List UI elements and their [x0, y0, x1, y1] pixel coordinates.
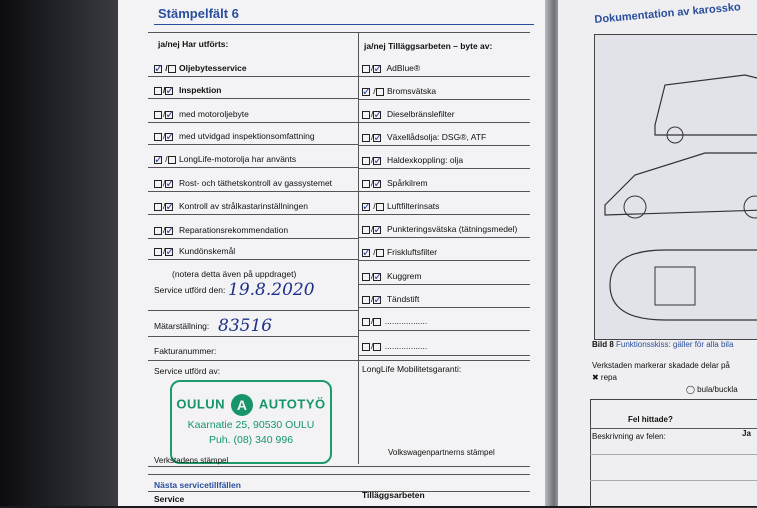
- extra-work-label: ..................: [384, 341, 428, 351]
- line: [358, 214, 530, 215]
- checkmark-icon: ✓: [373, 293, 383, 306]
- checkmark-icon: ✓: [165, 177, 175, 190]
- checkbox-yes[interactable]: [362, 273, 370, 281]
- service-item-label: med utvidgad inspektionsomfattning: [178, 130, 315, 141]
- line: [358, 260, 530, 261]
- longlife-label: LongLife Mobilitetsgaranti:: [362, 364, 462, 374]
- instruction-text: Verkstaden markerar skadade delar på: [592, 361, 730, 370]
- checkmark-icon: ✓: [165, 224, 175, 237]
- checkbox-no[interactable]: [373, 343, 381, 351]
- checkbox-no[interactable]: [376, 249, 384, 257]
- service-item: /✓ Kontroll av strålkastarinställningen: [154, 200, 360, 213]
- extra-work-item: ✓ / Luftfilterinsats: [362, 200, 440, 213]
- service-item-label: Oljebytesservice: [178, 62, 247, 73]
- checkbox-no[interactable]: [376, 88, 384, 96]
- found-yes: Ja: [742, 429, 751, 438]
- line: [358, 122, 530, 123]
- extra-work-label: Haldexkoppling: olja: [386, 154, 464, 165]
- checkbox-yes[interactable]: [154, 203, 162, 211]
- extra-work-item: /✓ Kuggrem: [362, 270, 532, 283]
- extra-work-label: Friskluftsfilter: [386, 246, 438, 257]
- line: [358, 76, 530, 77]
- figure-number: Bild 8: [592, 340, 614, 349]
- checkmark-icon: ✓: [373, 62, 383, 75]
- service-item: /✓ Kundönskemål: [154, 245, 360, 258]
- line: [590, 480, 757, 481]
- checkbox-yes[interactable]: [154, 87, 162, 95]
- checkmark-icon: ✓: [154, 153, 164, 166]
- line: [148, 336, 358, 337]
- line: [358, 168, 530, 169]
- service-item-label: Kundönskemål: [178, 245, 236, 256]
- figure-caption-text: Funktionsskiss: gäller för alla bila: [616, 340, 734, 349]
- checkbox-yes[interactable]: [362, 180, 370, 188]
- next-extra-label: Tilläggsarbeten: [362, 490, 425, 500]
- service-item-label: Inspektion: [178, 84, 222, 95]
- checkbox-no[interactable]: [168, 65, 176, 73]
- found-label: Fel hittade?: [628, 415, 673, 424]
- line: [148, 98, 358, 99]
- checkmark-icon: ✓: [165, 200, 175, 213]
- extra-work-item: /✓ Punkteringsvätska (tätningsmedel): [362, 223, 532, 236]
- service-record-page: [118, 0, 550, 506]
- service-date-handwritten: 19.8.2020: [228, 280, 315, 300]
- stamp-logo-icon: A: [231, 394, 253, 416]
- left-column-header: ja/nej Har utförts:: [158, 39, 229, 49]
- checkmark-icon: ✓: [362, 200, 372, 213]
- service-date-label: Service utförd den:: [154, 285, 226, 295]
- line: [148, 360, 530, 361]
- extra-work-label: Tändstift: [386, 293, 420, 304]
- extra-work-item: /✓ Tändstift: [362, 293, 532, 306]
- odometer-label: Mätarställning:: [154, 321, 210, 331]
- checkbox-yes[interactable]: [154, 111, 162, 119]
- service-item-label: med motoroljebyte: [178, 108, 249, 119]
- extra-work-label: Luftfilterinsats: [386, 200, 440, 211]
- line: [590, 428, 757, 429]
- stamp-name-right: AUTOTYÖ: [258, 396, 326, 412]
- page-title: Stämpelfält 6: [158, 6, 239, 21]
- line: [358, 307, 530, 308]
- extra-work-label: Växellådsolja: DSG®, ATF: [386, 131, 487, 142]
- checkmark-icon: ✓: [362, 246, 372, 259]
- line: [148, 474, 530, 475]
- body-damage-page: [558, 0, 757, 506]
- line: [148, 144, 358, 145]
- stamp-phone: Puh. (08) 340 996: [208, 434, 294, 446]
- service-item: /✓ Rost- och täthetskontroll av gassystemet: [154, 177, 360, 190]
- service-item: /✓ Inspektion: [154, 84, 360, 97]
- extra-work-item: / ..................: [362, 341, 532, 351]
- checkmark-icon: ✓: [165, 130, 175, 143]
- extra-work-label: Bromsvätska: [386, 85, 437, 96]
- workshop-stamp: [170, 380, 332, 464]
- stamp-address: Kaarnatie 25, 90530 OULU: [187, 419, 315, 431]
- extra-work-item: /✓ Växellådsolja: DSG®, ATF: [362, 131, 532, 144]
- next-service-title: Nästa servicetillfällen: [154, 480, 241, 490]
- checkbox-yes[interactable]: [362, 111, 370, 119]
- line: [358, 237, 530, 238]
- checkbox-no[interactable]: [376, 203, 384, 211]
- invoice-label: Fakturanummer:: [154, 346, 217, 356]
- description-label: Beskrivning av felen:: [592, 432, 666, 441]
- service-item: /✓ med motoroljebyte: [154, 108, 360, 121]
- checkbox-yes[interactable]: [362, 157, 370, 165]
- customer-note-text: (notera detta även på uppdraget): [172, 269, 297, 279]
- customer-note: [154, 269, 360, 279]
- checkmark-icon: ✓: [154, 62, 164, 75]
- workshop-stamp-label: Verkstadens stämpel: [154, 456, 229, 465]
- extra-work-item: /✓ AdBlue®: [362, 62, 532, 75]
- line: [148, 191, 358, 192]
- checkbox-yes[interactable]: [154, 248, 162, 256]
- service-item-label: LongLife-motorolja har använts: [178, 153, 297, 164]
- right-page-title: Dokumentation av karossko: [594, 1, 742, 26]
- mark-repair: ✖ repa: [592, 373, 617, 382]
- checkmark-icon: ✓: [165, 84, 175, 97]
- checkbox-no[interactable]: [373, 318, 381, 326]
- service-item-label: Reparationsrekommendation: [178, 224, 289, 235]
- checkmark-icon: ✓: [373, 131, 383, 144]
- extra-work-item: /✓ Spårkilrem: [362, 177, 532, 190]
- checkbox-yes[interactable]: [362, 318, 370, 326]
- checkbox-yes[interactable]: [154, 133, 162, 141]
- line: [590, 454, 757, 455]
- extra-work-item: /✓ Haldexkoppling: olja: [362, 154, 532, 167]
- car-sketch-frame: [594, 34, 757, 340]
- service-item-label: Rost- och täthetskontroll av gassystemet: [178, 177, 333, 188]
- checkbox-yes[interactable]: [362, 343, 370, 351]
- extra-work-label: Punkteringsvätska (tätningsmedel): [386, 223, 518, 234]
- checkbox-yes[interactable]: [362, 296, 370, 304]
- extra-work-item: ✓ / Friskluftsfilter: [362, 246, 438, 259]
- line: [148, 238, 358, 239]
- service-item: ✓ / LongLife-motorolja har använts: [154, 153, 297, 166]
- service-item: /✓ Reparationsrekommendation: [154, 224, 360, 237]
- checkbox-yes[interactable]: [362, 134, 370, 142]
- figure-caption: [592, 340, 733, 349]
- line: [148, 167, 358, 168]
- checkbox-yes[interactable]: [154, 227, 162, 235]
- checkbox-yes[interactable]: [362, 65, 370, 73]
- checkmark-icon: ✓: [373, 154, 383, 167]
- extra-work-item: ✓ / Bromsvätska: [362, 85, 437, 98]
- line: [358, 355, 530, 356]
- line: [148, 214, 358, 215]
- line: [358, 145, 530, 146]
- extra-work-item: /✓ Dieselbränslefilter: [362, 108, 532, 121]
- checkmark-icon: ✓: [165, 245, 175, 258]
- line: [358, 284, 530, 285]
- right-column-header: ja/nej Tilläggsarbeten – byte av:: [364, 41, 493, 51]
- checkmark-icon: ✓: [373, 177, 383, 190]
- line: [148, 466, 530, 467]
- service-item: /✓ med utvidgad inspektionsomfattning: [154, 130, 360, 143]
- car-outline-icon: [595, 35, 757, 339]
- partner-stamp-label: Volkswagenpartnerns stämpel: [388, 448, 495, 457]
- checkbox-yes[interactable]: [362, 226, 370, 234]
- service-item: ✓ / Oljebytesservice: [154, 62, 247, 75]
- extra-work-label: ..................: [384, 316, 428, 326]
- extra-work-label: Kuggrem: [386, 270, 422, 281]
- mark-dent: ◯ bula/buckla: [686, 385, 738, 394]
- checkmark-icon: ✓: [362, 85, 372, 98]
- line: [148, 122, 358, 123]
- checkmark-icon: ✓: [373, 270, 383, 283]
- line: [358, 99, 530, 100]
- extra-work-item: / ..................: [362, 316, 532, 326]
- checkmark-icon: ✓: [165, 108, 175, 121]
- line: [148, 259, 358, 260]
- service-item-label: Kontroll av strålkastarinställningen: [178, 200, 308, 211]
- odometer-handwritten: 83516: [218, 316, 273, 336]
- line: [148, 76, 358, 77]
- checkmark-icon: ✓: [373, 108, 383, 121]
- service-by-label: Service utförd av:: [154, 366, 221, 376]
- checkbox-no[interactable]: [168, 156, 176, 164]
- table-top-line: [148, 32, 530, 33]
- background-left: [0, 0, 118, 506]
- extra-work-label: Dieselbränslefilter: [386, 108, 455, 119]
- line: [358, 191, 530, 192]
- extra-work-label: Spårkilrem: [386, 177, 428, 188]
- extra-work-label: AdBlue®: [386, 62, 421, 73]
- checkmark-icon: ✓: [373, 223, 383, 236]
- checkbox-yes[interactable]: [154, 180, 162, 188]
- stamp-name-left: OULUN: [176, 396, 226, 412]
- line: [148, 310, 358, 311]
- title-rule: [154, 24, 534, 25]
- line: [358, 330, 530, 331]
- next-service-label: Service: [154, 494, 185, 504]
